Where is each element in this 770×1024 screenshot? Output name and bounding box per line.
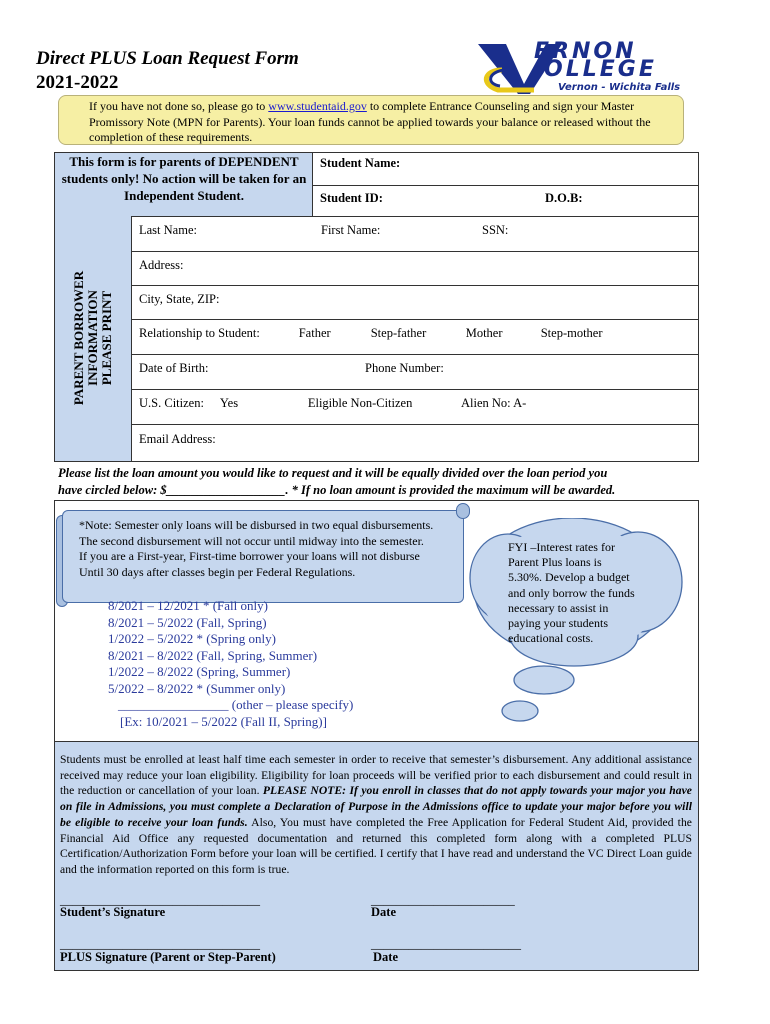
student-dob-field[interactable]: D.O.B: (545, 191, 583, 205)
student-signature-label: Student’s Signature (60, 905, 166, 919)
logo-tagline: Vernon - Wichita Falls (558, 82, 681, 93)
loan-period-option[interactable]: 8/2021 – 5/2022 (Fall, Spring) (108, 614, 267, 630)
divider (131, 319, 698, 320)
semester-note-line: If you are a First-year, First-time borrower your loans will not disburse (79, 549, 420, 563)
address-field[interactable]: Address: (139, 258, 184, 272)
loan-period-options (108, 598, 353, 730)
student-date-label: Date (371, 905, 396, 919)
please-note-text: PLEASE NOTE: If you enroll in classes that do not apply towards your major you have on file in Admissions, you must complete a Declaration of Purpose in the Admissions office to update your major before you will be eligible to receive your loan funds. (60, 784, 692, 829)
semester-note-line: Until 30 days after classes begin per Federal Regulations. (79, 564, 356, 579)
dependent-only-note: This form is for parents of DEPENDENT students only! No action will be taken for an Independent Student. (61, 154, 307, 203)
semester-note-line: The second disbursement will not occur until midway into the semester. (79, 533, 424, 548)
divider (131, 285, 698, 286)
divider (131, 389, 698, 390)
semester-note-scroll (62, 510, 464, 603)
father-checkbox[interactable]: Father (289, 326, 321, 340)
logo-text-2: OLLEGE (544, 57, 657, 82)
student-signature-line[interactable]: ________________________________ (60, 893, 260, 907)
certification-part3: Also, You must have completed the Free Application for Federal Student Aid, provided the Financial Aid Office any requested documentation and returned this completed form along with a completed PLUS Certification/Authorization Form before your loan will be certified. I certify that I have read and understand the VC Direct Loan guide and the information reported on this form is true. (60, 815, 692, 876)
student-name-field[interactable]: Student Name: (320, 156, 401, 170)
divider (312, 185, 698, 186)
semester-note-line: *Note: Semester only loans will be disbursed in two equal disbursements. (79, 518, 434, 532)
notice-prefix: If you have not done so, please go to (89, 99, 269, 113)
form-year: 2021-2022 (36, 72, 119, 93)
loan-period-example: [Ex: 10/2021 – 5/2022 (Fall II, Spring)] (120, 713, 327, 729)
form-title: Direct PLUS Loan Request Form (36, 48, 299, 69)
side-label-line3: PLEASE PRINT (99, 290, 114, 386)
student-id-field[interactable]: Student ID: (320, 191, 383, 205)
plus-signature-line[interactable]: ________________________________ (60, 937, 260, 951)
fyi-interest-note: FYI –Interest rates for Parent Plus loans is 5.30%. Develop a budget and only borrow the funds necessary to assist in paying your students educational costs. (508, 540, 635, 646)
entrance-counseling-notice (58, 95, 684, 145)
side-label-line1: PARENT BORROWER (71, 270, 86, 406)
loan-amount-instructions (58, 465, 688, 499)
notice-suffix: to complete Entrance Counseling and sign your Master Promissory Note (MPN for Parents). Your loan funds cannot be applied towards your balance or released without the completion of these requirements. (89, 99, 651, 144)
email-address-field[interactable]: Email Address: (139, 432, 216, 446)
loan-period-option[interactable]: 8/2021 – 8/2022 (Fall, Spring, Summer) (108, 647, 318, 663)
plus-date-label: Date (373, 950, 398, 964)
stepmother-checkbox[interactable]: Step-mother (531, 326, 593, 340)
loan-period-other[interactable]: _________________ (other – please specify) (118, 697, 354, 712)
divider (131, 424, 698, 425)
vernon-college-logo (474, 40, 694, 98)
plus-signature-label: PLUS Signature (Parent or Step-Parent) (60, 950, 276, 964)
studentaid-link[interactable]: www.studentaid.gov (268, 99, 367, 113)
phone-number-field[interactable]: Phone Number: (365, 361, 444, 375)
loan-period-option[interactable]: 1/2022 – 8/2022 (Spring, Summer) (108, 664, 291, 679)
loan-period-option[interactable]: 1/2022 – 5/2022 * (Spring only) (108, 631, 276, 646)
eligible-noncitizen-checkbox[interactable]: Eligible Non-Citizen (295, 396, 400, 410)
student-date-line[interactable]: _______________________ (371, 893, 515, 907)
side-label-line2: INFORMATION (85, 290, 100, 386)
divider (131, 216, 698, 217)
us-citizen-checkbox[interactable]: U.S. Citizen: Yes (139, 396, 225, 410)
date-of-birth-field[interactable]: Date of Birth: (139, 361, 209, 375)
logo-text-1: ERNON (534, 39, 637, 64)
loan-period-option[interactable]: 5/2022 – 8/2022 * (Summer only) (108, 680, 286, 696)
mother-checkbox[interactable]: Mother (456, 326, 493, 340)
ssn-field[interactable]: SSN: (482, 223, 509, 237)
certification-part1: Students must be enrolled at least half time each semester in order to receive that semester’s disbursement. Any additional assistance received may reduce your loan eligibility. Eligibility for loan proceeds will be verified prior to each disbursement and could result in the reduction or cancellation of your loan. (60, 753, 692, 798)
loan-line-2[interactable]: have circled below: $___________________. * If no loan amount is provided the maximum will be awarded. (58, 483, 616, 497)
first-name-field[interactable]: First Name: (321, 223, 381, 237)
relationship-label: Relationship to Student: (139, 326, 260, 340)
alien-number-field[interactable]: Alien No: A- (461, 396, 527, 410)
scroll-curl-right (456, 503, 470, 519)
loan-line-1: Please list the loan amount you would like to request and it will be equally divided over the loan period you (58, 466, 608, 480)
city-state-zip-field[interactable]: City, State, ZIP: (139, 292, 220, 306)
plus-date-line[interactable]: ________________________ (371, 937, 521, 951)
loan-period-option[interactable]: 8/2021 – 12/2021 * (Fall only) (108, 598, 268, 613)
stepfather-checkbox[interactable]: Step-father (361, 326, 417, 340)
divider (131, 354, 698, 355)
divider (131, 251, 698, 252)
certification-text (60, 752, 692, 878)
last-name-field[interactable]: Last Name: (139, 223, 197, 237)
